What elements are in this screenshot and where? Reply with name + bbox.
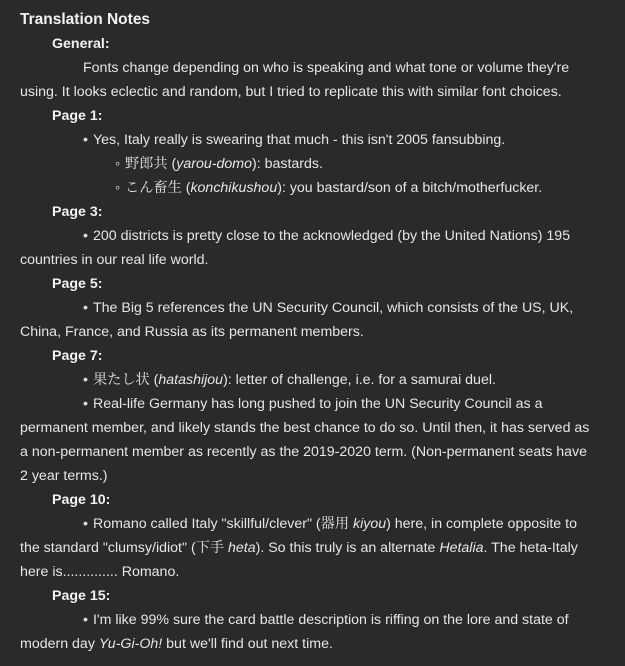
section-heading-page-1: Page 1: <box>52 108 103 124</box>
note-text: Real-life Germany has long pushed to join the UN Security Council as a <box>92 396 543 412</box>
general-paragraph-line: using. It looks eclectic and random, but I tried to replicate this with similar font choices. <box>20 84 562 100</box>
bullet-icon: • <box>83 612 88 628</box>
note-text: ) here, in complete opposite to <box>386 516 577 532</box>
note-text: Romano called Italy "skillful/clever" (器用 <box>92 516 353 532</box>
note-text: ): bastards. <box>251 156 323 172</box>
note-text-continued: 2 year terms.) <box>20 468 108 484</box>
bullet-icon: • <box>83 228 88 244</box>
list-item <box>20 608 605 632</box>
note-text: but we'll find out next time. <box>162 636 333 652</box>
section-heading-page-15: Page 15: <box>52 588 111 604</box>
note-text: I'm like 99% sure the card battle description is riffing on the lore and state of <box>92 612 569 628</box>
section-heading-page-7: Page 7: <box>52 348 103 364</box>
note-text: ): you bastard/son of a bitch/motherfucker. <box>277 180 543 196</box>
list-item <box>20 224 605 248</box>
list-item <box>20 368 605 392</box>
sub-bullet-icon: ◦ <box>115 180 121 196</box>
japanese-term: 果たし状 ( <box>92 372 159 388</box>
romanization: heta <box>227 540 256 556</box>
romanization: yarou-domo <box>176 156 252 172</box>
list-item <box>20 296 605 320</box>
title-italic: Hetalia <box>439 540 484 556</box>
romanization: kiyou <box>352 516 387 532</box>
japanese-term: 野郎共 ( <box>125 156 177 172</box>
japanese-term: こん畜生 ( <box>125 180 191 196</box>
list-item <box>20 392 605 416</box>
note-text-continued: permanent member, and likely stands the best chance to do so. Until then, it has served as <box>20 420 590 436</box>
note-text: Yes, Italy really is swearing that much - this isn't 2005 fansubbing. <box>92 132 506 148</box>
bullet-icon: • <box>83 396 88 412</box>
sub-bullet-icon: ◦ <box>115 156 121 172</box>
note-text: . The heta-Italy <box>483 540 578 556</box>
romanization: konchikushou <box>190 180 278 196</box>
title-italic: Yu-Gi-Oh! <box>98 636 163 652</box>
note-text-continued: here is.............. Romano. <box>20 564 180 580</box>
sub-list-item <box>20 152 605 176</box>
section-heading-page-3: Page 3: <box>52 204 103 220</box>
document-title: Translation Notes <box>20 11 151 28</box>
note-text-continued <box>20 632 605 656</box>
bullet-icon: • <box>83 132 88 148</box>
bullet-icon: • <box>83 300 88 316</box>
note-text: the standard "clumsy/idiot" (下手 <box>20 540 228 556</box>
list-item <box>20 128 605 152</box>
note-text: ). So this truly is an alternate <box>255 540 440 556</box>
note-text: The Big 5 references the UN Security Council, which consists of the US, UK, <box>92 300 574 316</box>
section-heading-general: General: <box>52 36 110 52</box>
note-text: modern day <box>20 636 99 652</box>
romanization: hatashijou <box>158 372 224 388</box>
sub-list-item <box>20 176 605 200</box>
note-text-continued: China, France, and Russia as its permanent members. <box>20 324 364 340</box>
bullet-icon: • <box>83 372 88 388</box>
note-text-continued <box>20 536 605 560</box>
general-paragraph-line: Fonts change depending on who is speaking and what tone or volume they're <box>83 60 570 76</box>
note-text-continued: countries in our real life world. <box>20 252 209 268</box>
section-heading-page-5: Page 5: <box>52 276 103 292</box>
note-text-continued: a non-permanent member as recently as the 2019-2020 term. (Non-permanent seats have <box>20 444 588 460</box>
note-text: ): letter of challenge, i.e. for a samurai duel. <box>223 372 496 388</box>
list-item <box>20 512 605 536</box>
bullet-icon: • <box>83 516 88 532</box>
section-heading-page-10: Page 10: <box>52 492 111 508</box>
note-text: 200 districts is pretty close to the acknowledged (by the United Nations) 195 <box>92 228 571 244</box>
